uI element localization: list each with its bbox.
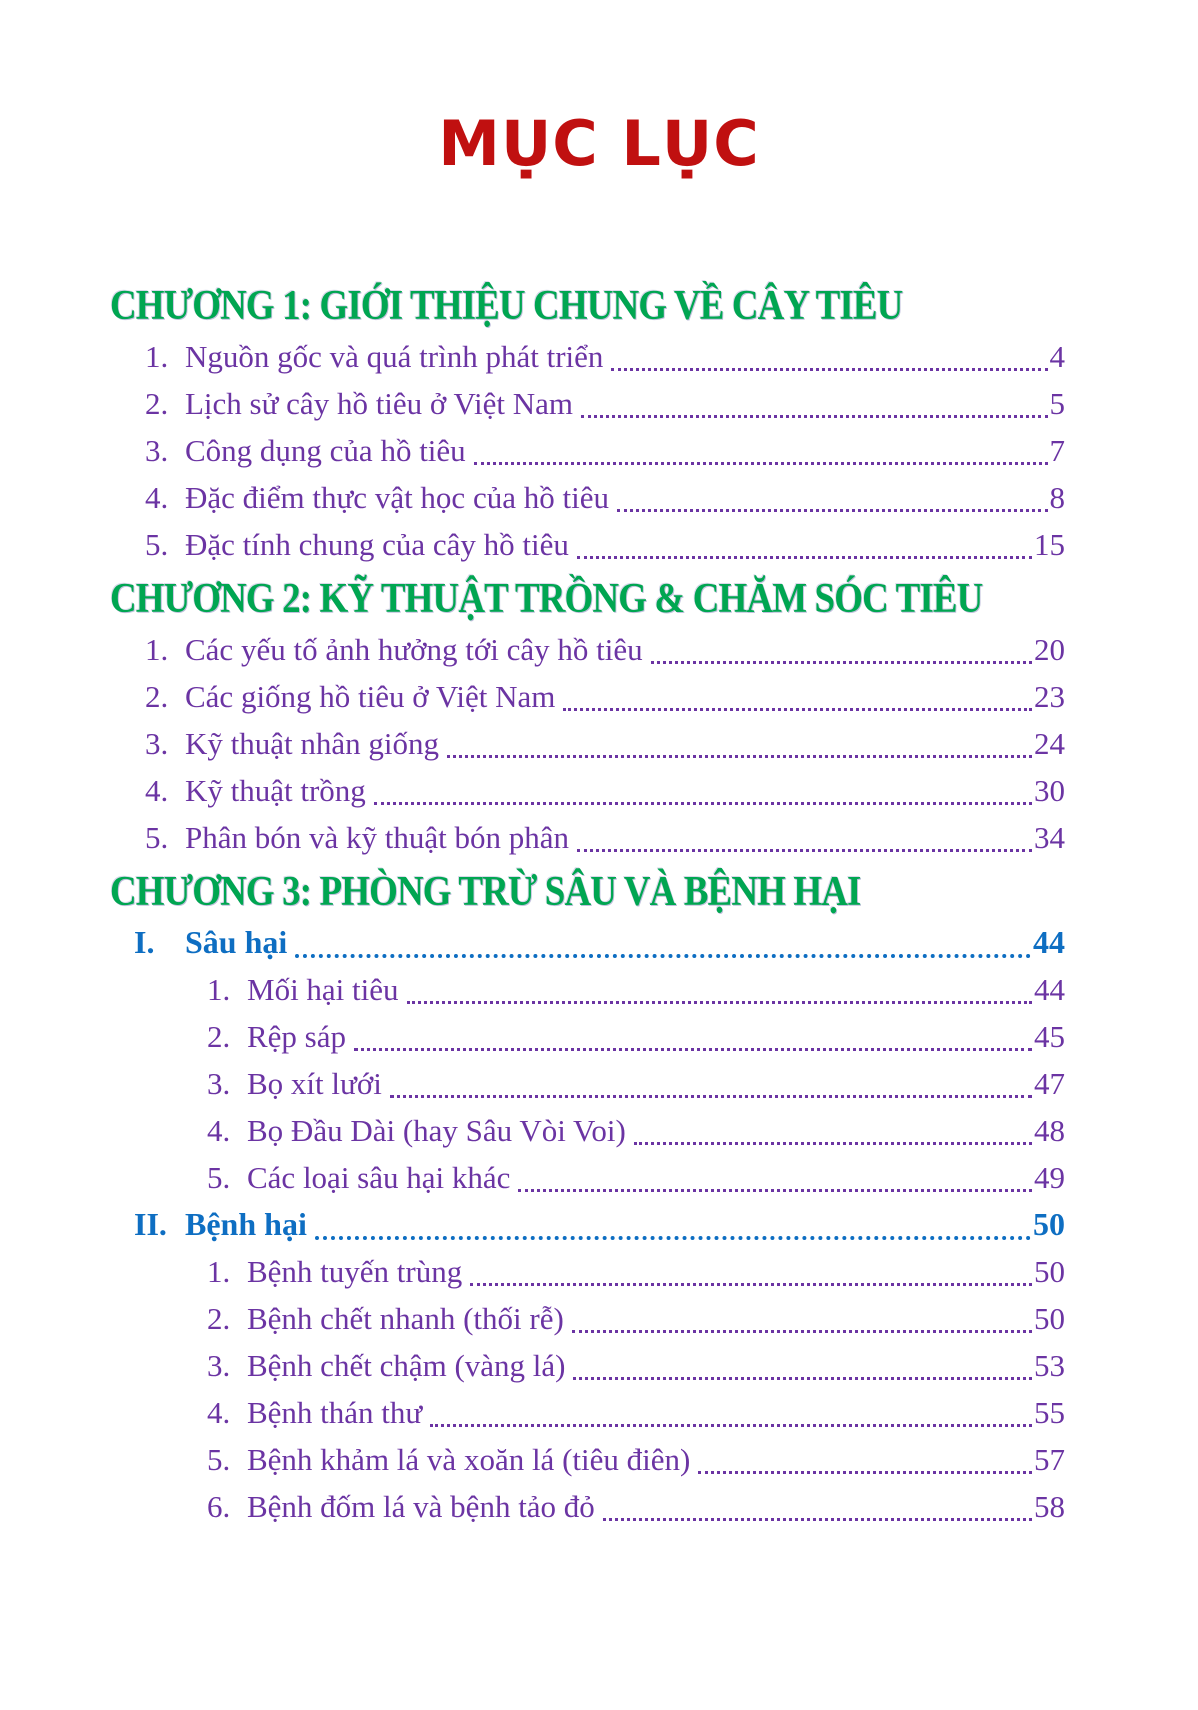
entry-number: 2. [207, 1301, 231, 1336]
page-number: 50 [1034, 1301, 1065, 1336]
page-number: 57 [1034, 1442, 1065, 1477]
entry-number: 1. [207, 1254, 231, 1289]
page-number: 50 [1033, 1206, 1065, 1242]
page-number: 8 [1049, 480, 1065, 515]
entry-title: Bệnh khảm lá và xoăn lá (tiêu điên) [247, 1442, 691, 1477]
entry-number: 5. [207, 1160, 231, 1195]
toc-row [110, 1436, 1065, 1483]
entry-title: Bọ Đầu Dài (hay Sâu Vòi Voi) [247, 1113, 626, 1148]
dotted-leader [430, 1424, 1032, 1427]
entry-number: 4. [207, 1395, 231, 1430]
entry-title: Bệnh đốm lá và bệnh tảo đỏ [247, 1489, 595, 1524]
entry-title: Bọ xít lưới [247, 1066, 382, 1101]
entry-number: 5. [145, 820, 169, 855]
page-number: 44 [1034, 972, 1065, 1007]
toc-row [110, 814, 1065, 861]
entry-title: Mối hại tiêu [247, 972, 399, 1007]
entry-title: Các loại sâu hại khác [247, 1160, 511, 1195]
page-number: 49 [1034, 1160, 1065, 1195]
dotted-leader [611, 368, 1047, 371]
dotted-leader [407, 1001, 1032, 1004]
entry-number: 3. [145, 433, 169, 468]
dotted-leader [577, 556, 1032, 559]
dotted-leader [474, 462, 1048, 465]
dotted-leader [295, 954, 1031, 958]
entry-number: 6. [207, 1489, 231, 1524]
toc-row [110, 380, 1065, 427]
toc-row [110, 966, 1065, 1013]
entry-number: 2. [145, 679, 169, 714]
entry-number: 2. [145, 386, 169, 421]
page-number: 47 [1034, 1066, 1065, 1101]
toc-row [110, 1154, 1065, 1201]
dotted-leader [563, 708, 1032, 711]
entry-number: 3. [207, 1348, 231, 1383]
toc-row [110, 1295, 1065, 1342]
entry-number: 4. [145, 773, 169, 808]
toc-row [110, 1107, 1065, 1154]
page-number: 20 [1034, 632, 1065, 667]
entry-number: 4. [207, 1113, 231, 1148]
entry-title: Bệnh chết chậm (vàng lá) [247, 1348, 566, 1383]
dotted-leader [354, 1048, 1032, 1051]
page-number: 34 [1034, 820, 1065, 855]
toc-row [110, 1060, 1065, 1107]
toc-row [110, 333, 1065, 380]
entry-number: 5. [145, 527, 169, 562]
toc-row [110, 767, 1065, 814]
toc-section-row [110, 1201, 1065, 1248]
entry-title: Bệnh tuyến trùng [247, 1254, 463, 1289]
entry-title: Rệp sáp [247, 1019, 347, 1054]
entry-number: 1. [145, 632, 169, 667]
entry-title: Đặc điểm thực vật học của hồ tiêu [185, 480, 609, 515]
entry-title: Các giống hồ tiêu ở Việt Nam [185, 679, 556, 714]
dotted-leader [634, 1142, 1032, 1145]
page-number: 30 [1034, 773, 1065, 808]
page-number: 4 [1049, 339, 1065, 374]
entry-title: Kỹ thuật trồng [185, 773, 366, 808]
entry-title: Bệnh hại [185, 1206, 307, 1242]
toc-row [110, 427, 1065, 474]
entry-title: Lịch sử cây hồ tiêu ở Việt Nam [185, 386, 574, 421]
dotted-leader [315, 1236, 1031, 1240]
dotted-leader [470, 1283, 1032, 1286]
toc-section-row [110, 919, 1065, 966]
entry-title: Nguồn gốc và quá trình phát triển [185, 339, 604, 374]
page-number: 53 [1034, 1348, 1065, 1383]
page-number: 44 [1033, 924, 1065, 960]
page-number: 24 [1034, 726, 1065, 761]
page-number: 7 [1049, 433, 1065, 468]
entry-number: 4. [145, 480, 169, 515]
page-number: 45 [1034, 1019, 1065, 1054]
dotted-leader [447, 755, 1032, 758]
entry-title: Bệnh chết nhanh (thối rễ) [247, 1301, 564, 1336]
dotted-leader [374, 802, 1032, 805]
chapter-heading: CHƯƠNG 1: GIỚI THIỆU CHUNG VỀ CÂY TIÊU [110, 283, 903, 329]
entry-title: Sâu hại [185, 924, 288, 960]
entry-title: Bệnh thán thư [247, 1395, 423, 1430]
toc-row [110, 474, 1065, 521]
entry-number: 1. [207, 972, 231, 1007]
toc-row [110, 1013, 1065, 1060]
dotted-leader [390, 1095, 1032, 1098]
entry-title: Các yếu tố ảnh hưởng tới cây hồ tiêu [185, 632, 643, 667]
dotted-leader [617, 509, 1048, 512]
chapter-heading: CHƯƠNG 2: KỸ THUẬT TRỒNG & CHĂM SÓC TIÊU [110, 576, 983, 622]
toc-row [110, 1248, 1065, 1295]
entry-number: 3. [145, 726, 169, 761]
toc-row [110, 1483, 1065, 1530]
entry-number: I. [134, 924, 155, 960]
entry-title: Công dụng của hồ tiêu [185, 433, 466, 468]
toc-row [110, 1389, 1065, 1436]
dotted-leader [518, 1189, 1032, 1192]
dotted-leader [581, 415, 1047, 418]
chapter-heading: CHƯƠNG 3: PHÒNG TRỪ SÂU VÀ BỆNH HẠI [110, 869, 861, 915]
toc [110, 184, 1065, 1530]
entry-title: Phân bón và kỹ thuật bón phân [185, 820, 570, 855]
entry-number: 3. [207, 1066, 231, 1101]
dotted-leader [651, 661, 1032, 664]
toc-row [110, 1342, 1065, 1389]
page-number: 50 [1034, 1254, 1065, 1289]
dotted-leader [572, 1330, 1032, 1333]
dotted-leader [603, 1518, 1032, 1521]
page-number: 48 [1034, 1113, 1065, 1148]
toc-row [110, 521, 1065, 568]
page-number: 15 [1034, 527, 1065, 562]
entry-number: 2. [207, 1019, 231, 1054]
page-title: MỤC LỤC [438, 107, 760, 180]
page-number: 55 [1034, 1395, 1065, 1430]
toc-row [110, 720, 1065, 767]
entry-title: Đặc tính chung của cây hồ tiêu [185, 527, 569, 562]
page-number: 23 [1034, 679, 1065, 714]
entry-number: II. [134, 1206, 167, 1242]
dotted-leader [573, 1377, 1032, 1380]
page-number: 5 [1049, 386, 1065, 421]
page-number: 58 [1034, 1489, 1065, 1524]
dotted-leader [577, 849, 1032, 852]
dotted-leader [698, 1471, 1032, 1474]
entry-number: 1. [145, 339, 169, 374]
toc-row [110, 626, 1065, 673]
entry-title: Kỹ thuật nhân giống [185, 726, 439, 761]
entry-number: 5. [207, 1442, 231, 1477]
toc-row [110, 673, 1065, 720]
